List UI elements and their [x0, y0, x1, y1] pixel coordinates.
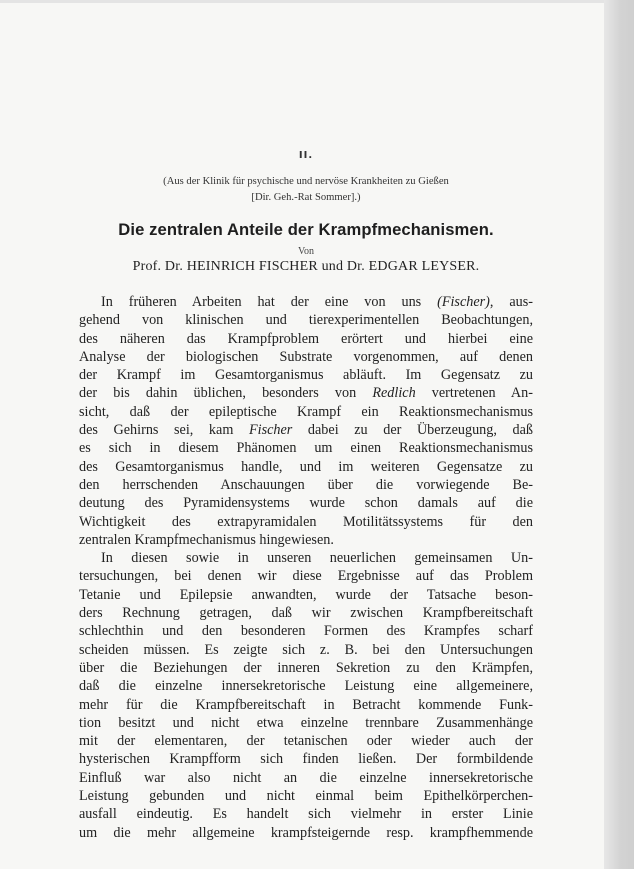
body-text — [79, 293, 533, 842]
body-line: daß die einzelne innersekretorische Leistung eine allgemeinere, — [79, 678, 533, 695]
body-line: tion besitzt und nicht etwa einzelne trennbare Zusammenhänge — [79, 714, 533, 731]
body-text-run: , aus- — [489, 294, 533, 310]
body-line: des Gesamtorganismus handle, und im weiteren Gegensatze zu — [79, 458, 533, 475]
body-line: Tetanie und Epilepsie anwandten, wurde der Tatsache beson- — [79, 586, 533, 603]
body-line — [79, 384, 533, 402]
body-line: gehend von klinischen und tierexperimentellen Beobachtungen, — [79, 312, 533, 329]
body-line — [79, 293, 533, 311]
body-line: es sich in diesem Phänomen um einen Reaktionsmechanismus — [79, 440, 533, 457]
body-line: schlechthin und den besonderen Formen des Krampfes scharf — [79, 623, 533, 640]
author-name-italic: (Fischer) — [437, 294, 490, 310]
article-title: Die zentralen Anteile der Krampfmechanismen. — [118, 220, 494, 239]
body-line: scheiden müssen. Es zeigte sich z. B. bei den Untersuchungen — [79, 641, 533, 658]
byline: Von — [298, 246, 314, 257]
body-line: deutung des Pyramidensystems wurde schon damals auf die — [79, 495, 533, 512]
section-number: II. — [298, 150, 314, 161]
body-line: In diesen sowie in unseren neuerlichen gemeinsamen Un- — [101, 550, 533, 567]
body-line: Einfluß war also nicht an die einzelne innersekretorische — [79, 769, 533, 786]
body-text-run: In früheren Arbeiten hat der eine von uns — [101, 294, 438, 310]
body-line: tersuchungen, bei denen wir diese Ergebnisse auf das Problem — [79, 568, 533, 585]
body-line: hysterischen Krampfform sich finden ließen. Der formbildende — [79, 751, 533, 768]
body-line: Wichtigkeit des extrapyramidalen Motilitätssystems für den — [79, 513, 533, 530]
body-line: mit der elementaren, der tetanischen oder wieder auch der — [79, 733, 533, 750]
body-line: den herrschenden Anschauungen über die vorwiegende Be- — [79, 476, 533, 493]
article-content — [79, 150, 533, 842]
authors: Prof. Dr. HEINRICH FISCHER und Dr. EDGAR LEYSER. — [132, 259, 480, 274]
page-top-edge — [0, 0, 604, 3]
affiliation-line-1: (Aus der Klinik für psychische und nervöse Krankheiten zu Gießen — [163, 176, 449, 187]
body-line: ausfall eindeutig. Es handelt sich vielmehr in erster Linie — [79, 806, 533, 823]
body-line: mehr für die Krampfbereitschaft in Betracht kommende Funk- — [79, 696, 533, 713]
author-name-italic: Redlich — [372, 385, 416, 402]
body-text-run: der bis dahin üblichen, besonders von — [79, 385, 373, 402]
body-line: über die Beziehungen der inneren Sekretion zu den Krämpfen, — [79, 659, 533, 676]
body-line: des näheren das Krampfproblem erörtert und hierbei eine — [79, 330, 533, 347]
body-text-run: vertretenen An- — [415, 385, 533, 402]
body-line — [79, 421, 533, 439]
page-right-edge-shadow — [604, 0, 634, 869]
body-text-run: dabei zu der Überzeugung, daß — [292, 422, 533, 439]
body-line: ders Rechnung getragen, daß wir zwischen Krampfbereitschaft — [79, 605, 533, 622]
body-line: zentralen Krampfmechanismus hingewiesen. — [79, 531, 334, 548]
body-line: Leistung gebunden und nicht einmal beim Epithelkörperchen- — [79, 788, 533, 805]
body-text-run: des Gehirns sei, kam — [79, 422, 249, 439]
affiliation-line-2: [Dir. Geh.-Rat Sommer].) — [251, 192, 361, 203]
author-name-italic: Fischer — [248, 422, 293, 439]
body-line: sicht, daß der epileptische Krampf ein Reaktionsmechanismus — [79, 403, 533, 420]
body-line: um die mehr allgemeine krampfsteigernde resp. krampfhemmende — [79, 824, 533, 841]
affiliation — [79, 174, 533, 206]
body-line: Analyse der biologischen Substrate vorgenommen, auf denen — [79, 348, 533, 365]
body-line: der Krampf im Gesamtorganismus abläuft. Im Gegensatz zu — [79, 367, 533, 384]
